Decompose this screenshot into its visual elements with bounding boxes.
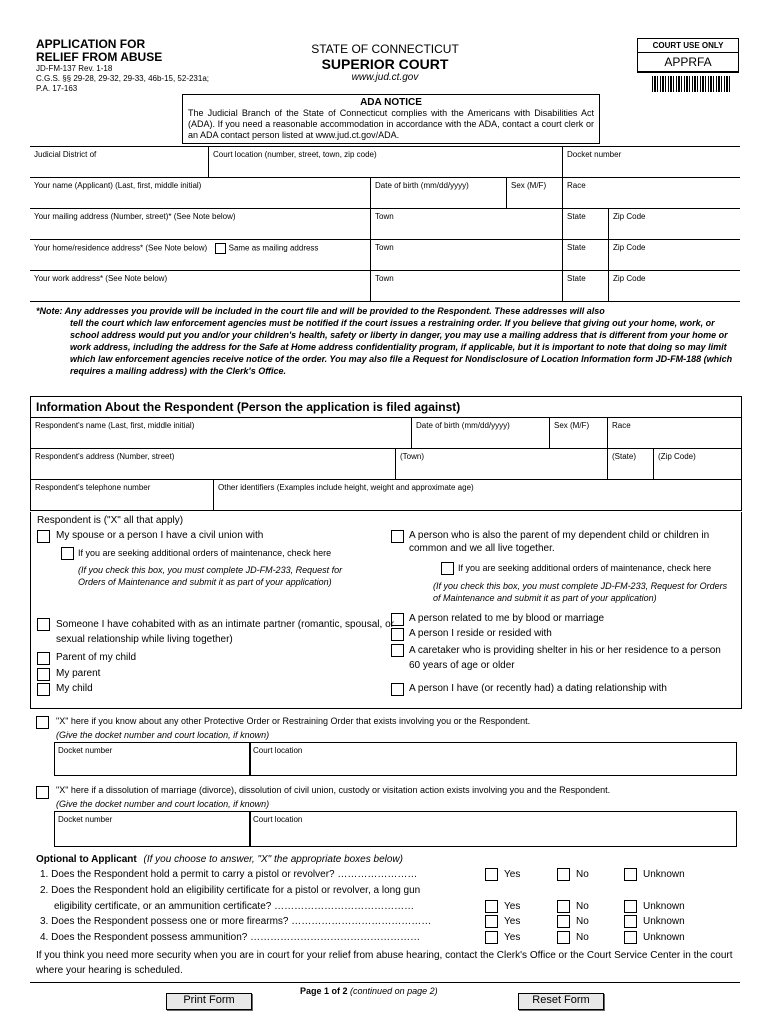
- judicial-district-field[interactable]: [30, 147, 208, 177]
- q2-unknown-label: Unknown: [643, 901, 685, 912]
- work-zip-label: Zip Code: [613, 274, 646, 283]
- respondent-town-label: (Town): [400, 452, 425, 461]
- barcode-icon: [652, 76, 732, 92]
- respondent-phone-field[interactable]: [31, 480, 213, 510]
- applicant-grid: [30, 146, 740, 302]
- applicant-name-label: Your name (Applicant) (Last, first, middle initial): [34, 181, 202, 190]
- ada-title: ADA NOTICE: [360, 97, 422, 108]
- dissolution-label: "X" here if a dissolution of marriage (divorce), dissolution of civil union, custody or visitation action exists involving you and the Respondent.: [56, 785, 611, 795]
- q4-no-checkbox[interactable]: [557, 931, 570, 944]
- dissolution-docket-field[interactable]: [54, 811, 251, 847]
- court-name: SUPERIOR COURT: [321, 56, 449, 72]
- q2-yes-label: Yes: [504, 901, 521, 912]
- maintenance-left-label: If you are seeking additional orders of maintenance, check here: [78, 548, 332, 558]
- home-address-label: Your home/residence address* (See Note below): [34, 243, 208, 253]
- footer-divider: [30, 982, 740, 983]
- print-form-button[interactable]: Print Form: [166, 993, 252, 1010]
- q1-yes-label: Yes: [504, 869, 521, 880]
- q3-no-checkbox[interactable]: [557, 915, 570, 928]
- docket-number-label: Docket number: [567, 150, 622, 159]
- work-town-field[interactable]: [370, 271, 562, 301]
- reset-form-button[interactable]: Reset Form: [518, 993, 604, 1010]
- court-location-field[interactable]: [208, 147, 562, 177]
- respondent-address-field[interactable]: [31, 449, 395, 479]
- dating-checkbox[interactable]: [391, 683, 404, 696]
- note-line1: *Note: Any addresses you provide will be included in the court file and will be provided to the Respondent. These addresses will also: [36, 306, 605, 316]
- same-as-mailing-checkbox[interactable]: [215, 243, 226, 254]
- my-child-label: My child: [56, 683, 93, 694]
- question-3: 3. Does the Respondent possess one or more firearms? ……………………………………: [40, 916, 432, 927]
- q3-yes-checkbox[interactable]: [485, 915, 498, 928]
- respondent-section: [30, 396, 742, 511]
- home-zip-field[interactable]: [608, 240, 740, 270]
- address-note: [36, 305, 736, 377]
- mailing-state-field[interactable]: [562, 209, 608, 239]
- respondent-dob-field[interactable]: [411, 418, 549, 448]
- work-address-field[interactable]: [30, 271, 370, 301]
- applicant-sex-label: Sex (M/F): [511, 181, 547, 190]
- home-address-field[interactable]: [30, 240, 370, 270]
- caretaker-label: A caretaker who is providing shelter in his or her residence to a person 60 years of age or older: [409, 645, 721, 671]
- q4-unknown-checkbox[interactable]: [624, 931, 637, 944]
- optional-heading-row: [36, 853, 403, 866]
- dating-label: A person I have (or recently had) a dating relationship with: [409, 683, 667, 694]
- spouse-checkbox[interactable]: [37, 530, 50, 543]
- applicant-name-field[interactable]: [30, 178, 370, 208]
- respondent-zip-label: (Zip Code): [658, 452, 696, 461]
- other-orders-sub: (Give the docket number and court location, if known): [56, 730, 270, 740]
- home-state-field[interactable]: [562, 240, 608, 270]
- page-number: Page 1 of 2: [300, 986, 348, 996]
- maintenance-right-note: (If you check this box, you must complete JD-FM-233, Request for Orders of Maintenance and submit it as part of your application): [433, 581, 728, 603]
- maintenance-left-checkbox[interactable]: [61, 547, 74, 560]
- respondent-dob-label: Date of birth (mm/dd/yyyy): [416, 421, 510, 430]
- respondent-race-label: Race: [612, 421, 631, 430]
- mailing-zip-label: Zip Code: [613, 212, 646, 221]
- applicant-dob-label: Date of birth (mm/dd/yyyy): [375, 181, 469, 190]
- mailing-address-label: Your mailing address (Number, street)* (See Note below): [34, 212, 236, 221]
- other-orders-location-label: Court location: [253, 746, 303, 755]
- security-text: If you think you need more security when you are in court for your relief from abuse hearing, contact the Clerk's Office or the Court Service Center in the court where your hearing is scheduled.: [36, 950, 733, 976]
- court-use-box: [637, 38, 739, 73]
- continued-label: (continued on page 2): [350, 986, 438, 996]
- applicant-sex-field[interactable]: [506, 178, 562, 208]
- cohabited-label: Someone I have cohabited with as an intimate partner (romantic, spousal, or sexual relationship while living together): [56, 619, 394, 645]
- parent-common-child-label: A person who is also the parent of my dependent child or children in common and we all live together.: [409, 530, 710, 554]
- work-town-label: Town: [375, 274, 394, 283]
- q4-yes-label: Yes: [504, 932, 521, 943]
- page-indicator: [300, 986, 438, 996]
- question-4: 4. Does the Respondent possess ammunition? ……………………………………………: [40, 932, 421, 943]
- ada-text: The Judicial Branch of the State of Connecticut complies with the Americans with Disabilities Act (ADA). If you need a reasonable accommodation in accordance with the ADA, contact a court clerk or an ADA contact person listed at www.jud.ct.gov/ADA.: [188, 108, 594, 140]
- q4-unknown-label: Unknown: [643, 932, 685, 943]
- dissolution-location-field[interactable]: [249, 811, 737, 847]
- optional-heading-sub: (If you choose to answer, "X" the appropriate boxes below): [143, 854, 403, 865]
- respondent-zip-field[interactable]: [653, 449, 739, 479]
- question-2b: eligibility certificate, or an ammunition certificate? ……………………………………: [54, 901, 415, 912]
- q2-no-label: No: [576, 901, 589, 912]
- my-parent-label: My parent: [56, 668, 101, 679]
- respondent-state-field[interactable]: [607, 449, 653, 479]
- q3-yes-label: Yes: [504, 916, 521, 927]
- dissolution-location-label: Court location: [253, 815, 303, 824]
- court-location-label: Court location (number, street, town, zip code): [213, 150, 377, 159]
- respondent-other-ids-field[interactable]: [213, 480, 739, 510]
- mailing-state-label: State: [567, 212, 586, 221]
- reside-checkbox[interactable]: [391, 628, 404, 641]
- same-as-mailing-label: Same as mailing address: [228, 243, 319, 253]
- mailing-zip-field[interactable]: [608, 209, 740, 239]
- relationship-section: [30, 512, 742, 709]
- applicant-dob-field[interactable]: [370, 178, 506, 208]
- form-title-line1: APPLICATION FOR: [36, 37, 146, 51]
- blood-relative-checkbox[interactable]: [391, 613, 404, 626]
- respondent-heading: Information About the Respondent (Person the application is filed against): [31, 397, 741, 418]
- q1-no-label: No: [576, 869, 589, 880]
- q2-unknown-checkbox[interactable]: [624, 900, 637, 913]
- respondent-state-label: (State): [612, 452, 637, 461]
- court-header: [290, 42, 480, 83]
- court-use-code: APPRFA: [638, 53, 738, 72]
- other-orders-docket-field[interactable]: [54, 742, 251, 776]
- maintenance-left-note: (If you check this box, you must complete JD-FM-233, Request for Orders of Maintenance and submit it as part of your application): [78, 565, 343, 587]
- my-parent-checkbox[interactable]: [37, 668, 50, 681]
- question-1: 1. Does the Respondent hold a permit to carry a pistol or revolver? ……………………: [40, 869, 418, 880]
- parent-of-child-label: Parent of my child: [56, 652, 137, 663]
- home-zip-label: Zip Code: [613, 243, 646, 252]
- other-orders-label: "X" here if you know about any other Protective Order or Restraining Order that exists involving you or the Respondent.: [56, 716, 531, 726]
- reside-label: A person I reside or resided with: [409, 628, 552, 639]
- state-name: STATE OF CONNECTICUT: [311, 42, 459, 56]
- work-zip-field[interactable]: [608, 271, 740, 301]
- respondent-name-field[interactable]: [31, 418, 411, 448]
- respondent-sex-field[interactable]: [549, 418, 607, 448]
- home-state-label: State: [567, 243, 586, 252]
- q3-no-label: No: [576, 916, 589, 927]
- form-title-block: [36, 38, 209, 94]
- q1-no-checkbox[interactable]: [557, 868, 570, 881]
- relationship-intro: Respondent is ("X" all that apply): [37, 515, 184, 526]
- q3-unknown-label: Unknown: [643, 916, 685, 927]
- applicant-race-label: Race: [567, 181, 586, 190]
- docket-number-field[interactable]: [562, 147, 740, 177]
- respondent-phone-label: Respondent's telephone number: [35, 483, 151, 492]
- respondent-address-label: Respondent's address (Number, street): [35, 452, 175, 461]
- other-orders-checkbox[interactable]: [36, 716, 49, 729]
- q4-yes-checkbox[interactable]: [485, 931, 498, 944]
- respondent-name-label: Respondent's name (Last, first, middle initial): [35, 421, 195, 430]
- work-state-label: State: [567, 274, 586, 283]
- form-number: JD-FM-137 Rev. 1-18: [36, 64, 113, 73]
- mailing-town-label: Town: [375, 212, 394, 221]
- home-town-label: Town: [375, 243, 394, 252]
- other-orders-docket-label: Docket number: [58, 746, 113, 755]
- q4-no-label: No: [576, 932, 589, 943]
- website: www.jud.ct.gov: [351, 72, 419, 83]
- work-address-label: Your work address* (See Note below): [34, 274, 168, 283]
- optional-heading: Optional to Applicant: [36, 854, 137, 865]
- other-orders-location-field[interactable]: [249, 742, 737, 776]
- respondent-other-ids-label: Other identifiers (Examples include height, weight and approximate age): [218, 483, 474, 492]
- note-rest: tell the court which law enforcement agencies must be notified if the court issues a restraining order. If you believe that giving out your home, work, or school address would put you and/or your children's health, safety or liberty in danger, you may use a mailing address that is different from your home or work address, including the address for the Safe at Home address confidentiality program, if applicable, but it is important to note that doing so may limit which law enforcement agencies receive notice of the order. You may also file a Request for Nondisclosure of Location Information form JD-FM-188 (which requires a mailing address) with the Clerk's Office.: [70, 318, 733, 376]
- applicant-race-field[interactable]: [562, 178, 740, 208]
- q3-unknown-checkbox[interactable]: [624, 915, 637, 928]
- respondent-town-field[interactable]: [395, 449, 607, 479]
- maintenance-right-checkbox[interactable]: [441, 562, 454, 575]
- my-child-checkbox[interactable]: [37, 683, 50, 696]
- q1-unknown-checkbox[interactable]: [624, 868, 637, 881]
- spouse-label: My spouse or a person I have a civil union with: [56, 530, 264, 541]
- cohabited-checkbox[interactable]: [37, 618, 50, 631]
- ada-notice: [182, 94, 600, 144]
- dissolution-checkbox[interactable]: [36, 786, 49, 799]
- parent-common-child-checkbox[interactable]: [391, 530, 404, 543]
- work-state-field[interactable]: [562, 271, 608, 301]
- judicial-district-label: Judicial District of: [34, 150, 97, 159]
- caretaker-checkbox[interactable]: [391, 644, 404, 657]
- q1-yes-checkbox[interactable]: [485, 868, 498, 881]
- dissolution-docket-label: Docket number: [58, 815, 113, 824]
- public-act: P.A. 17-163: [36, 84, 78, 93]
- q2-yes-checkbox[interactable]: [485, 900, 498, 913]
- form-title-line2: RELIEF FROM ABUSE: [36, 50, 163, 64]
- dissolution-sub: (Give the docket number and court location, if known): [56, 799, 270, 809]
- q2-no-checkbox[interactable]: [557, 900, 570, 913]
- home-town-field[interactable]: [370, 240, 562, 270]
- respondent-sex-label: Sex (M/F): [554, 421, 590, 430]
- mailing-address-field[interactable]: [30, 209, 370, 239]
- question-2a: 2. Does the Respondent hold an eligibility certificate for a pistol or revolver, a long gun: [40, 885, 421, 896]
- q1-unknown-label: Unknown: [643, 869, 685, 880]
- mailing-town-field[interactable]: [370, 209, 562, 239]
- statutes: C.G.S. §§ 29-28, 29-32, 29-33, 46b-15, 52-231a;: [36, 74, 210, 83]
- parent-of-child-checkbox[interactable]: [37, 652, 50, 665]
- respondent-race-field[interactable]: [607, 418, 739, 448]
- blood-relative-label: A person related to me by blood or marriage: [409, 613, 605, 624]
- court-use-label: COURT USE ONLY: [638, 39, 738, 53]
- maintenance-right-label: If you are seeking additional orders of maintenance, check here: [458, 563, 712, 573]
